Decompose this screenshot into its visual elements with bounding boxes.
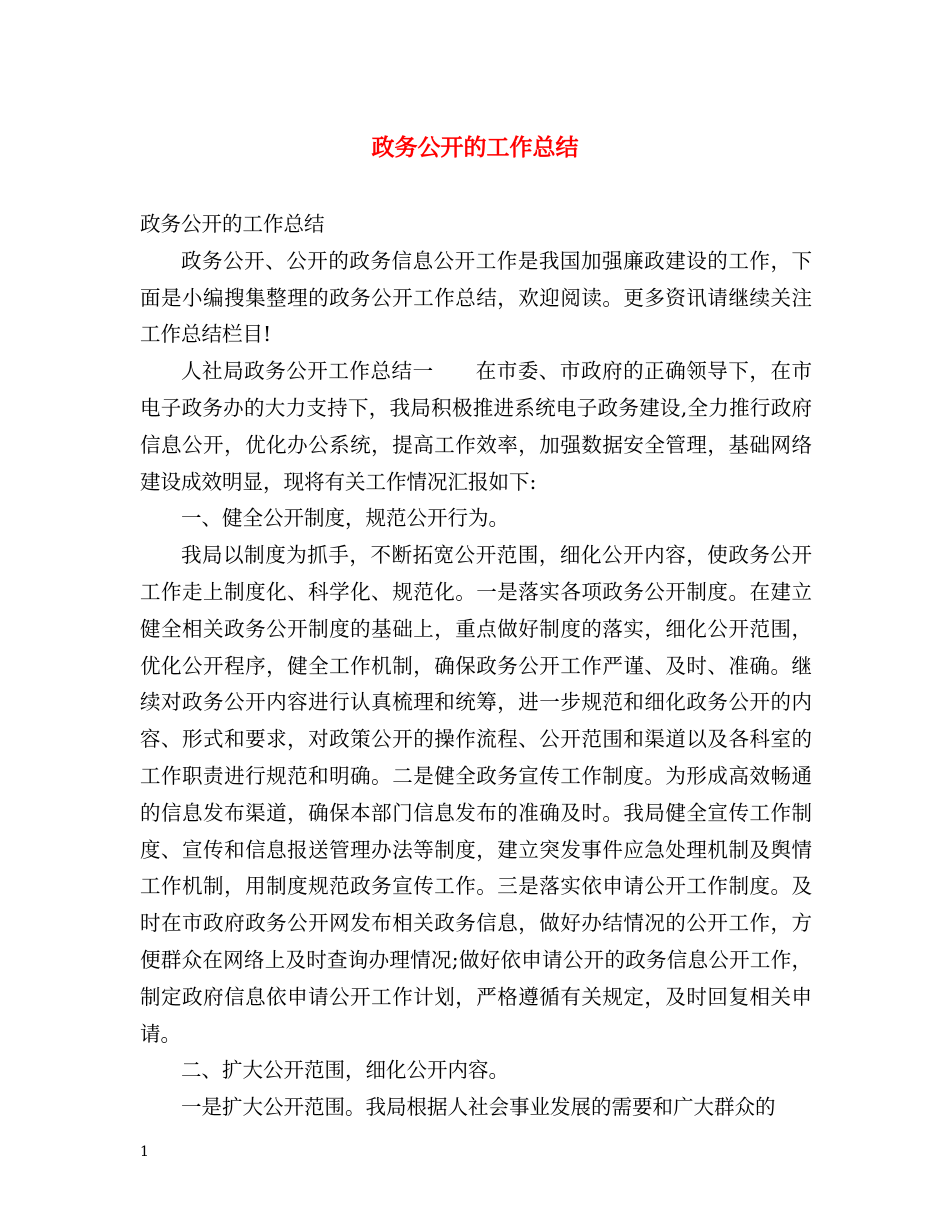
- intro-paragraph: 政务公开、公开的政务信息公开工作是我国加强廉政建设的工作，下面是小编搜集整理的政务公开工作总结，欢迎阅读。更多资讯请继续关注工作总结栏目!: [140, 248, 812, 347]
- section-two-paragraph: 一是扩大公开范围。我局根据人社会事业发展的需要和广大群众的: [181, 1095, 776, 1120]
- summary-one-paragraph: 人社局政务公开工作总结一 在市委、市政府的正确领导下，在市电子政务办的大力支持下，我局积极推进系统电子政务建设,全力推行政府信息公开，优化办公系统，提高工作效率，加强数据安全管理，基础网络建设成效明显，现将有关工作情况汇报如下:: [140, 359, 812, 494]
- section-one-paragraph: 我局以制度为抓手，不断拓宽公开范围，细化公开内容，使政务公开工作走上制度化、科学化、规范化。一是落实各项政务公开制度。在建立健全相关政务公开制度的基础上，重点做好制度的落实，细化公开范围，优化公开程序，健全工作机制，确保政务公开工作严谨、及时、准确。继续对政务公开内容进行认真梳理和统筹，进一步规范和细化政务公开的内容、形式和要求，对政策公开的操作流程、公开范围和渠道以及各科室的工作职责进行规范和明确。二是健全政务宣传工作制度。为形成高效畅通的信息发布渠道，确保本部门信息发布的准确及时。我局健全宣传工作制度、宣传和信息报送管理办法等制度，建立突发事件应急处理机制及舆情工作机制，用制度规范政务宣传工作。三是落实依申请公开工作制度。及时在市政府政务公开网发布相关政务信息，做好办结情况的公开工作，方便群众在网络上及时查询办理情况;做好依申请公开的政务信息公开工作，制定政府信息依申请公开工作计划，严格遵循有关规定，及时回复相关申请。: [140, 543, 812, 1046]
- section-heading-two: 二、扩大公开范围，细化公开内容。: [181, 1058, 509, 1083]
- document-body: [140, 206, 812, 1126]
- section-heading-one: 一、健全公开制度，规范公开行为。: [181, 506, 509, 531]
- document-title: 政务公开的工作总结: [371, 134, 579, 161]
- page-number: 1: [140, 1144, 149, 1160]
- subtitle-paragraph: 政务公开的工作总结: [140, 212, 325, 236]
